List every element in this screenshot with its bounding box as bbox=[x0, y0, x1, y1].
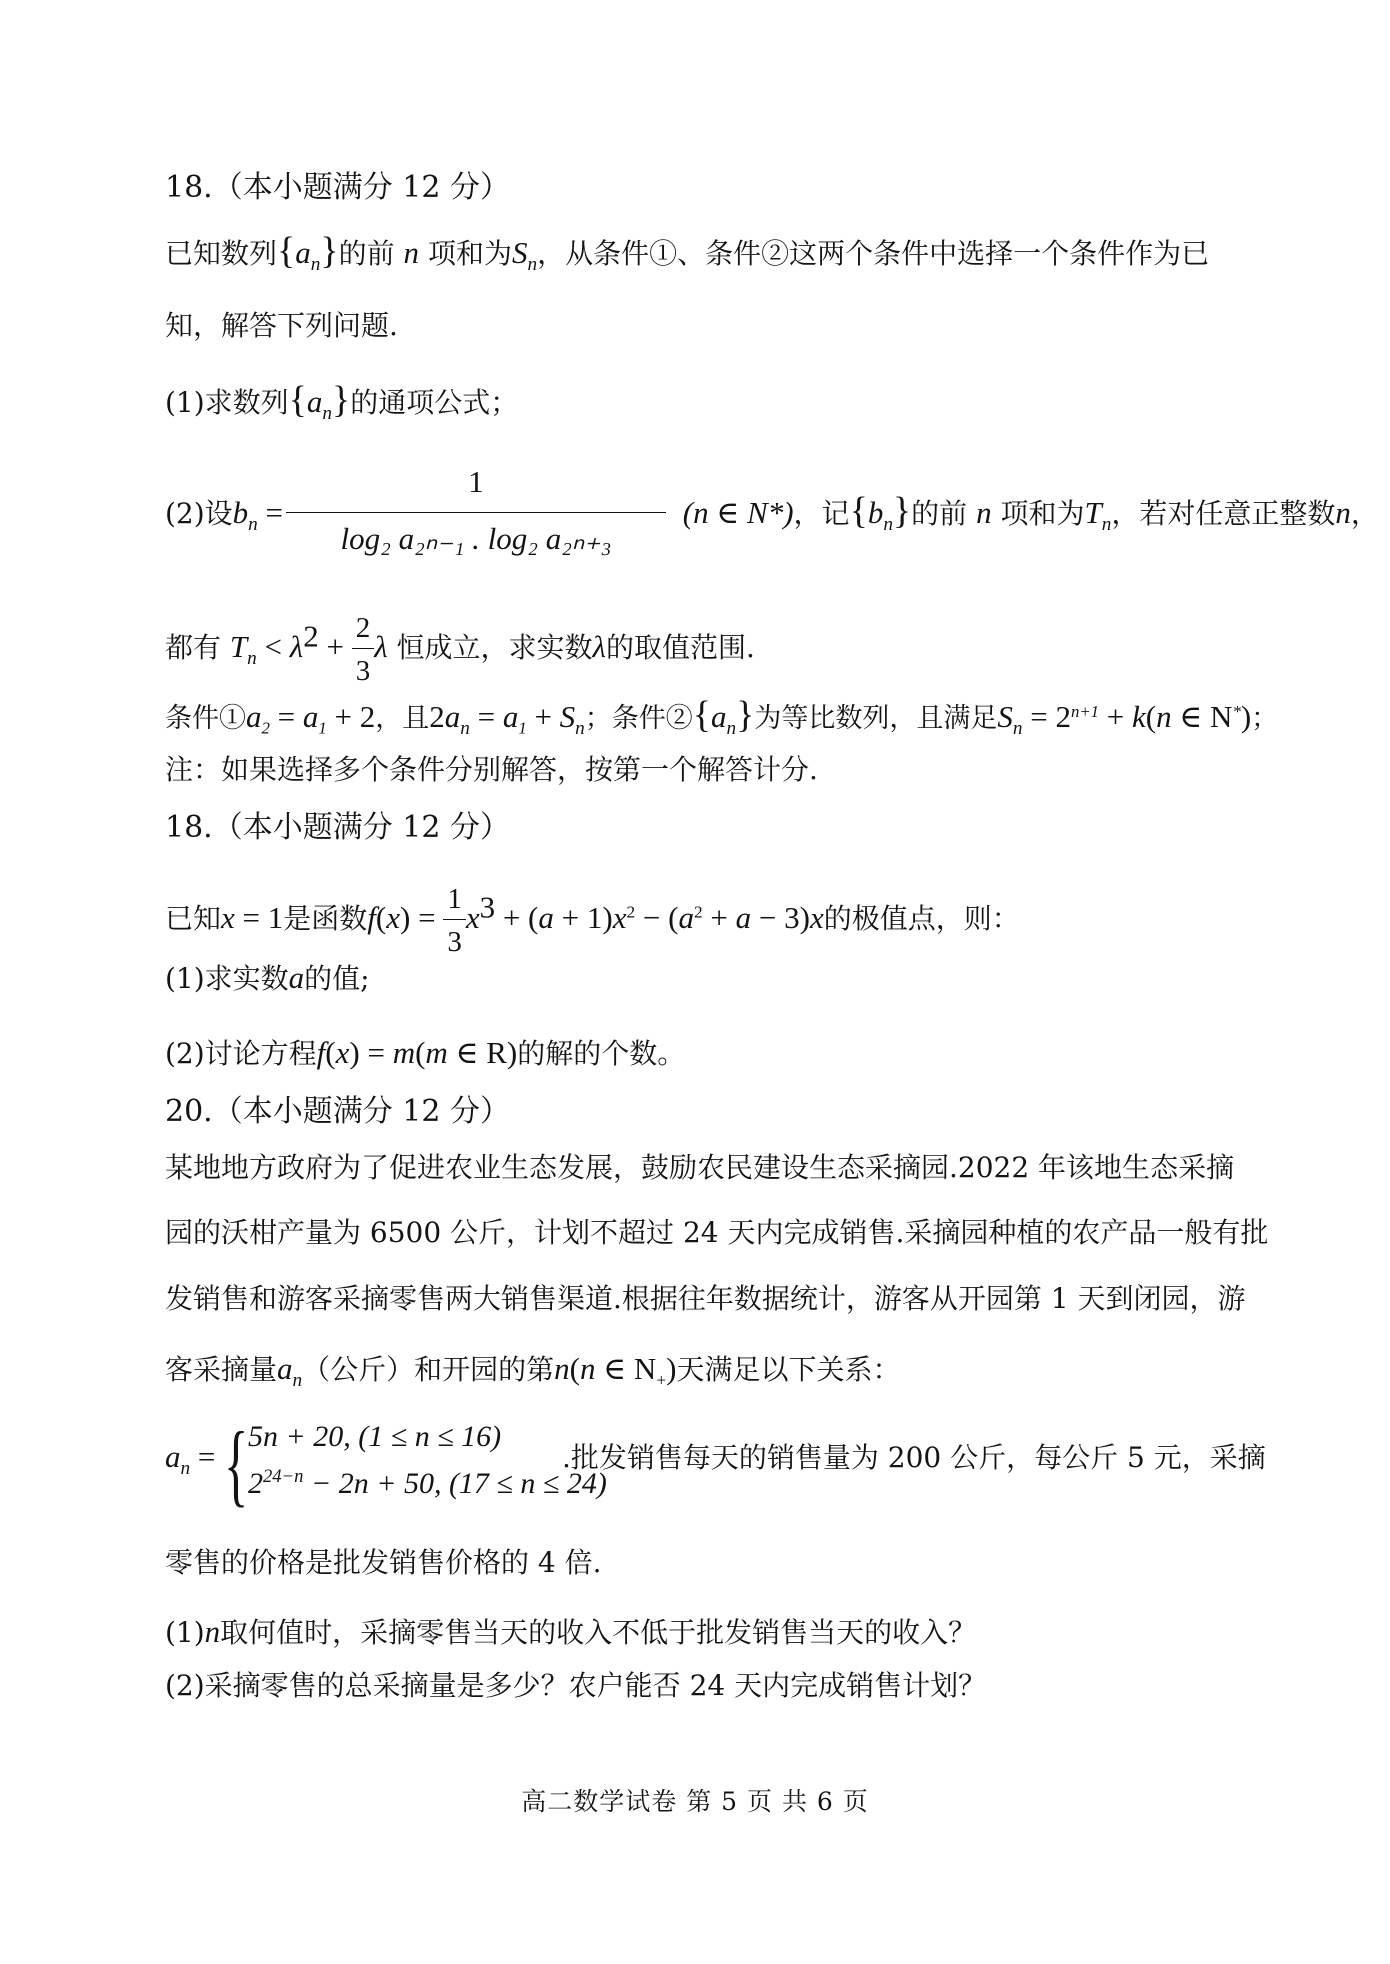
fraction-numerator: 1 bbox=[468, 464, 484, 499]
q20-line2: 园的沃柑产量为 6500 公斤，计划不超过 24 天内完成销售.采摘园种植的农产品一般有批 bbox=[165, 1216, 1269, 1249]
q18a-part3: 都有 $T_n < \lambda^2$ + $\frac{2}{3}$ λ 恒成立，求实数λ的取值范围. bbox=[165, 608, 1245, 691]
q20-heading: 20.（本小题满分 12 分） bbox=[165, 1094, 510, 1129]
q18b-part2: (2)讨论方程f(x) = m(m ∈ R)的解的个数。 bbox=[165, 1035, 686, 1070]
q20-piecewise-line: $a_n$ = .批发销售每天的销售量为 200 公斤，每公斤 5 元，采摘 bbox=[165, 1439, 1266, 1480]
q18b-heading: 18.（本小题满分 12 分） bbox=[165, 810, 510, 845]
q18a-heading: 18.（本小题满分 12 分） bbox=[165, 170, 510, 205]
q18a-intro: 已知数列$\{a_n\}$的前 n 项和为$S_n$，从条件①、条件②这两个条件中选择一个条件作为已 bbox=[165, 230, 1210, 276]
fraction-bar bbox=[286, 512, 666, 513]
fraction-denominator: log₂ a₂ₙ₋₁ . log₂ a₂ₙ₊₃ bbox=[340, 521, 612, 556]
q18a-intro-line2: 知，解答下列问题. bbox=[165, 309, 398, 342]
q20-line3: 发销售和游客采摘零售两大销售渠道.根据往年数据统计，游客从开园第 1 天到闭园，游 bbox=[165, 1282, 1246, 1315]
q18a-part1: (1)求数列$\{a_n\}$的通项公式； bbox=[165, 379, 519, 425]
q18a-part2: (2)设$b_n = (n$ ∈ N*)，记$\{b_n\}$的前 n 项和为$T_n$，若对任意正整数n， bbox=[165, 490, 1379, 536]
q20-line6: 零售的价格是批发销售价格的 4 倍. bbox=[165, 1546, 602, 1579]
q18a-conditions: 条件$①a_2 = a_1 + 2$，且$2a_n = a_1 + S_n$；条件$②\{a_n\}$为等比数列，且满足$S_n = 2^{n+1} + k(n$ ∈ N*)； bbox=[165, 694, 1279, 740]
q20-line4: 客采摘量$a_n$（公斤）和开园的第n(n ∈ $N_+$)天满足以下关系： bbox=[165, 1351, 901, 1392]
q18a-note: 注：如果选择多个条件分别解答，按第一个解答计分. bbox=[165, 753, 818, 786]
piecewise-brace: { bbox=[224, 1413, 249, 1515]
q20-part1: (1)n取何值时，采摘零售当天的收入不低于批发销售当天的收入？ bbox=[165, 1614, 977, 1649]
page-footer: 高二数学试卷 第 5 页 共 6 页 bbox=[521, 1787, 869, 1816]
q18b-part1: (1)求实数a的值; bbox=[165, 960, 370, 995]
q18b-stem: 已知x = 1是函数f(x) = $\frac{1}{3}$ $x^3 + (a + 1)x^2 - (a^2 + a - 3)x$的极值点，则： bbox=[165, 879, 1245, 962]
piecewise-row-1: 5n + 20, (1 ≤ n ≤ 16) bbox=[248, 1420, 502, 1453]
piecewise-row-2: $2^{24-n} - 2n + 50$, (17 ≤ n ≤ 24) bbox=[248, 1466, 607, 1500]
q20-part2: (2)采摘零售的总采摘量是多少？农户能否 24 天内完成销售计划？ bbox=[165, 1669, 987, 1702]
q20-line1: 某地地方政府为了促进农业生态发展，鼓励农民建设生态采摘园.2022 年该地生态采摘 bbox=[165, 1151, 1235, 1184]
q18a-bn-fraction bbox=[286, 462, 666, 559]
